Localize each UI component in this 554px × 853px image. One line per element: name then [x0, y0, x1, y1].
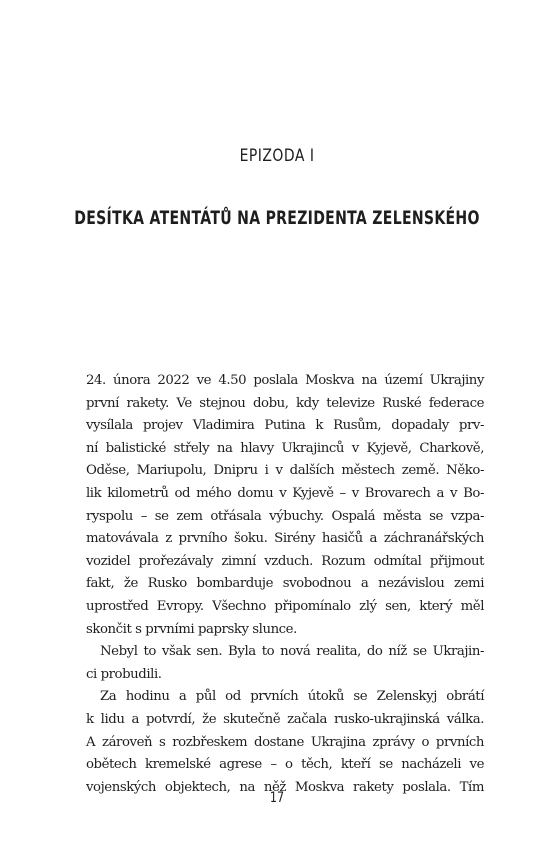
text-line: 24. února 2022 ve 4.50 poslala Moskva na území Ukrajiny — [86, 373, 484, 388]
text-line: fakt, že Rusko bombarduje svobodnou a nezávislou zemi — [86, 576, 484, 592]
text-line: matovávala z prvního šoku. Sirény hasičů a záchranářských — [86, 531, 484, 547]
text-line: vozidel prořezávaly zimní vzduch. Rozum odmítal přijmout — [86, 553, 484, 569]
text-line: první rakety. Ve stejnou dobu, kdy televize Ruské federace — [86, 395, 484, 411]
chapter-title: DESÍTKA ATENTÁTŮ NA PREZIDENTA ZELENSKÉHO — [74, 207, 480, 229]
page-number: 17 — [269, 790, 285, 806]
text-line: ryspolu – se zem otřásala výbuchy. Ospalá města se vzpa- — [86, 508, 484, 524]
text-line: vysílala projev Vladimira Putina k Rusům, dopadaly prv- — [86, 418, 484, 434]
text-line: vojenských objektech, na něž Moskva rakety poslala. Tím — [86, 779, 484, 795]
text-line: k lidu a potvrdí, že skutečně začala rusko-ukrajinská válka. — [86, 711, 484, 727]
text-line: Za hodinu a půl od prvních útoků se Zelenskyj obrátí — [100, 689, 484, 705]
text-line: lik kilometrů od mého domu v Kyjevě – v Brovarech a v Bo- — [86, 485, 484, 501]
episode-label: EPIZODA I — [239, 146, 315, 166]
body-text — [86, 370, 484, 799]
text-line: skončit s prvními paprsky slunce. — [86, 621, 297, 637]
text-line: Nebyl to však sen. Byla to nová realita, do níž se Ukrajin- — [100, 644, 484, 660]
text-line: ní balistické střely na hlavy Ukrajinců v Kyjevě, Charkově, — [86, 440, 484, 456]
text-line: Oděse, Mariupolu, Dnipru i v dalších městech země. Něko- — [86, 463, 484, 479]
text-line: ci probudili. — [86, 666, 162, 682]
text-line: uprostřed Evropy. Všechno připomínalo zlý sen, který měl — [86, 598, 484, 614]
text-line: obětech kremelské agrese – o těch, kteří se nacházeli ve — [86, 757, 484, 773]
text-line: A zároveň s rozbřeskem dostane Ukrajina zprávy o prvních — [86, 734, 484, 750]
